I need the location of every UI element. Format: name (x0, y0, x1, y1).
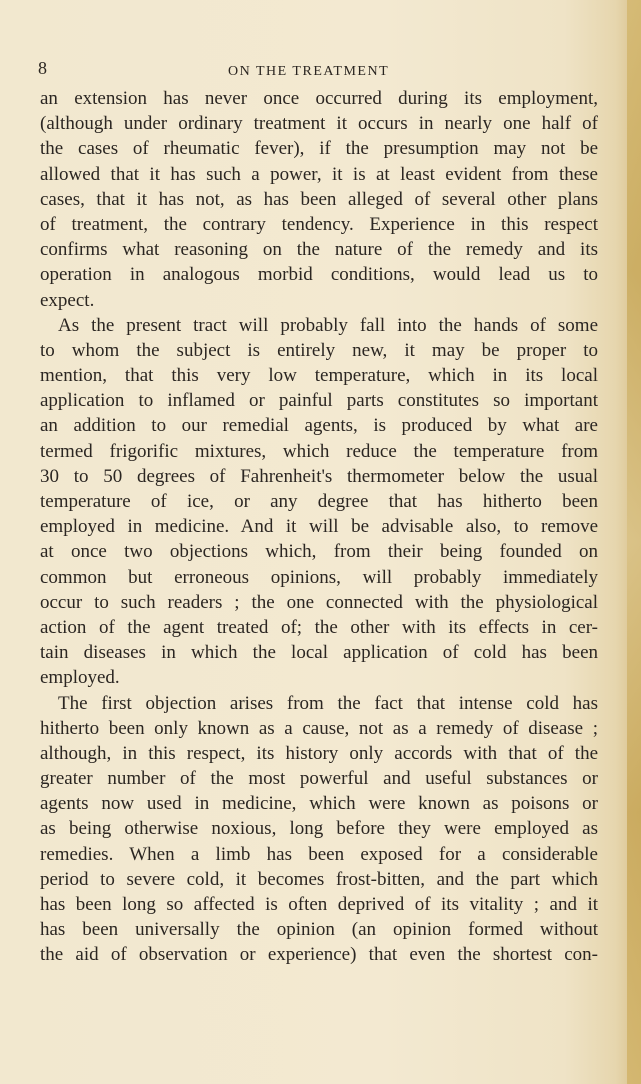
text-line: occur to such readers ; the one connected with the physiological (40, 591, 598, 613)
text-line: operation in analogous morbid conditions, would lead us to (40, 264, 598, 286)
running-head (38, 58, 598, 82)
text-line: of treatment, the contrary tendency. Experience in this respect (40, 213, 598, 235)
text-line: remedies. When a limb has been exposed for a considerable (40, 843, 598, 865)
text-line: As the present tract will probably fall into the hands of some (58, 314, 598, 336)
text-line: application to inflamed or painful parts constitutes so important (40, 390, 598, 412)
text-line: to whom the subject is entirely new, it may be proper to (40, 339, 598, 361)
text-line: action of the agent treated of; the other with its effects in cer- (40, 616, 598, 638)
text-line: tain diseases in which the local application of cold has been (40, 642, 598, 664)
page-number: 8 (38, 58, 47, 78)
text-line: 30 to 50 degrees of Fahrenheit's thermometer below the usual (40, 465, 598, 487)
text-line: has been universally the opinion (an opinion formed without (40, 919, 598, 941)
text-line: at once two objections which, from their being founded on (40, 541, 598, 563)
text-line: the cases of rheumatic fever), if the presumption may not be (40, 138, 598, 160)
text-line: employed in medicine. And it will be advisable also, to remove (40, 516, 598, 538)
text-line: common but erroneous opinions, will probably immediately (40, 566, 598, 588)
text-line: has been long so affected is often deprived of its vitality ; and it (40, 894, 598, 915)
text-line: the aid of observation or experience) that even the shortest con- (40, 944, 598, 966)
text-line: agents now used in medicine, which were known as poisons or (40, 793, 598, 815)
text-line: period to severe cold, it becomes frost-bitten, and the part which (40, 868, 598, 890)
text-line: allowed that it has such a power, it is at least evident from these (40, 163, 598, 185)
text-line: cases, that it has not, as has been alleged of several other plans (40, 188, 598, 210)
text-line: hitherto been only known as a cause, not as a remedy of disease ; (40, 717, 598, 739)
text-line: termed frigorific mixtures, which reduce the temperature from (40, 440, 598, 462)
running-title: ON THE TREATMENT (228, 64, 390, 79)
text-line: employed. (40, 667, 120, 689)
text-line: mention, that this very low temperature, which in its local (40, 365, 598, 387)
text-line: temperature of ice, or any degree that has hitherto been (40, 491, 598, 512)
text-line: greater number of the most powerful and useful substances or (40, 768, 598, 790)
text-line: an addition to our remedial agents, is produced by what are (40, 415, 598, 437)
text-line: (although under ordinary treatment it occurs in nearly one half of (40, 113, 598, 135)
text-line: as being otherwise noxious, long before they were employed as (40, 818, 598, 840)
text-line: although, in this respect, its history only accords with that of the (40, 742, 598, 764)
text-line: an extension has never once occurred during its employment, (40, 88, 598, 109)
text-line: expect. (40, 289, 95, 311)
page-edge (627, 0, 641, 1084)
text-line: confirms what reasoning on the nature of the remedy and its (40, 239, 598, 261)
body-text (40, 86, 598, 968)
text-line: The first objection arises from the fact that intense cold has (58, 692, 598, 714)
